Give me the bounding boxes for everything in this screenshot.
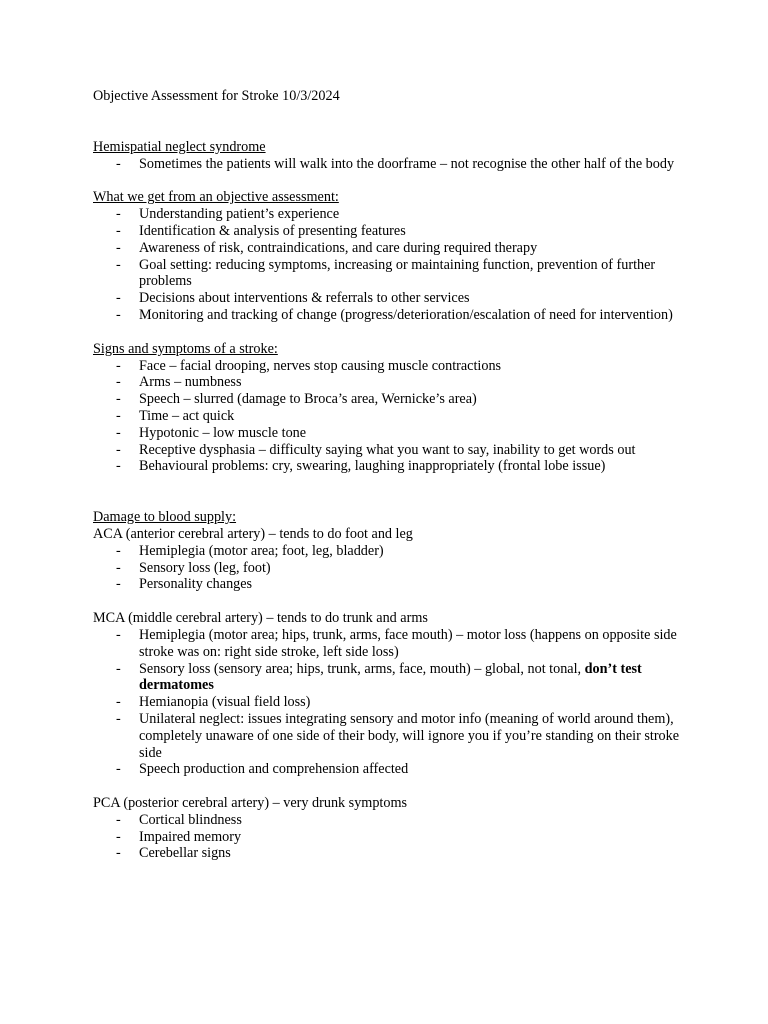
list-item: - Receptive dysphasia – difficulty saying what you want to say, inability to get words out [93,442,693,459]
list-item: - Unilateral neglect: issues integrating sensory and motor info (meaning of world around them), completely unaware of one side of their body, will ignore you if you’re standing on their stroke side [93,711,693,761]
section-hemispatial-neglect [93,139,693,173]
list-item: - Time – act quick [93,408,693,425]
section-pca [93,795,693,862]
list-item: - Sensory loss (leg, foot) [93,560,693,577]
heading-signs-symptoms: Signs and symptoms of a stroke: [93,340,278,357]
signs-list [93,358,693,476]
list-item: - Speech production and comprehension affected [93,761,693,778]
list-item: - Impaired memory [93,829,693,846]
list-item: - Decisions about interventions & referrals to other services [93,290,693,307]
list-item: - Hemiplegia (motor area; hips, trunk, arms, face mouth) – motor loss (happens on opposite side stroke was on: right side stroke, left side loss) [93,627,693,661]
list-item: - Cerebellar signs [93,845,693,862]
list-item: - Personality changes [93,576,693,593]
section-mca [93,610,693,778]
list-item: - Hemiplegia (motor area; foot, leg, bladder) [93,543,693,560]
list-item-sensory-loss [93,661,693,695]
mca-list [93,627,693,778]
neglect-list [93,156,693,173]
pca-label: PCA (posterior cerebral artery) – very drunk symptoms [93,795,408,812]
list-item: - Awareness of risk, contraindications, and care during required therapy [93,240,693,257]
list-item: - Monitoring and tracking of change (progress/deterioration/escalation of need for intervention) [93,307,693,324]
pca-list [93,812,693,862]
list-item: - Hemianopia (visual field loss) [93,694,693,711]
sensory-loss-text: Sensory loss (sensory area; hips, trunk, arms, face, mouth) – global, not tonal, [139,660,585,677]
section-objective-assessment [93,189,693,323]
list-item: - Cortical blindness [93,812,693,829]
heading-hemispatial-neglect: Hemispatial neglect syndrome [93,138,266,155]
list-item: - Understanding patient’s experience [93,206,693,223]
list-item: - Behavioural problems: cry, swearing, laughing inappropriately (frontal lobe issue) [93,458,693,475]
list-item: - Hypotonic – low muscle tone [93,425,693,442]
aca-list [93,543,693,593]
list-item: - Goal setting: reducing symptoms, increasing or maintaining function, prevention of further problems [93,257,693,291]
document-title: Objective Assessment for Stroke 10/3/2024 [93,88,340,104]
section-signs-symptoms [93,341,693,475]
heading-blood-supply: Damage to blood supply: [93,509,237,526]
heading-objective-assessment: What we get from an objective assessment: [93,189,339,206]
mca-label: MCA (middle cerebral artery) – tends to do trunk and arms [93,610,428,627]
section-aca [93,509,693,593]
document-page [93,88,693,879]
aca-label: ACA (anterior cerebral artery) – tends to do foot and leg [93,525,413,542]
list-item: - Arms – numbness [93,374,693,391]
list-item: - Face – facial drooping, nerves stop causing muscle contractions [93,358,693,375]
list-item: - Sometimes the patients will walk into the doorframe – not recognise the other half of the body [93,156,693,173]
list-item: - Identification & analysis of presenting features [93,223,693,240]
sensory-loss-emphasis: don’t test dermatomes [139,660,642,694]
list-item: - Speech – slurred (damage to Broca’s area, Wernicke’s area) [93,391,693,408]
objective-list [93,206,693,324]
